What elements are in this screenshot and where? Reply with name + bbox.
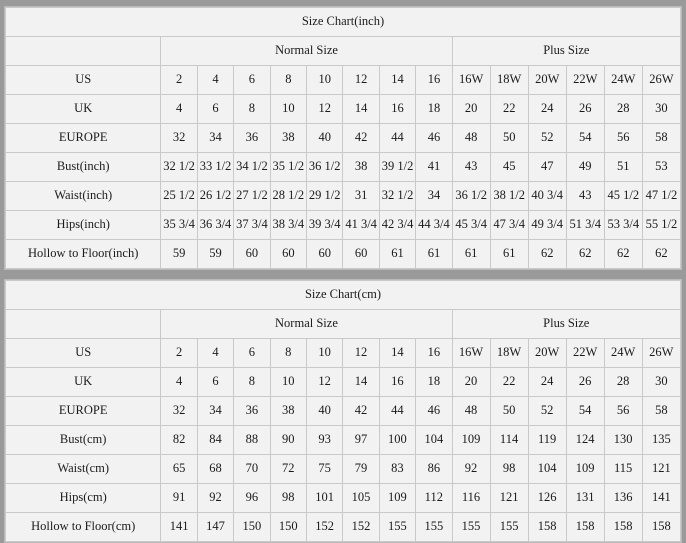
cell: 26W (642, 339, 680, 368)
cell: 12 (306, 368, 342, 397)
cell: 43 (452, 153, 490, 182)
corner-cell (6, 310, 161, 339)
cell: 26 (566, 368, 604, 397)
table-row (6, 484, 681, 513)
cell: 116 (452, 484, 490, 513)
table-row (6, 513, 681, 542)
cell: 45 1/2 (604, 182, 642, 211)
cell: 56 (604, 397, 642, 426)
cell: 75 (306, 455, 342, 484)
cell: 61 (416, 240, 452, 269)
cell: 93 (306, 426, 342, 455)
cell: 38 1/2 (490, 182, 528, 211)
cell: 53 3/4 (604, 211, 642, 240)
cell: 105 (343, 484, 379, 513)
cell: 29 1/2 (307, 182, 343, 211)
cell: 58 (642, 124, 680, 153)
cell: 109 (566, 455, 604, 484)
cell: 155 (490, 513, 528, 542)
size-chart-inch-block (4, 6, 682, 270)
size-chart-inch-table (5, 7, 681, 269)
cell: 101 (306, 484, 342, 513)
cell: 16W (452, 66, 490, 95)
cell: 6 (234, 339, 270, 368)
cell: 32 (161, 124, 197, 153)
cell: 16 (379, 368, 415, 397)
cell: 38 (270, 124, 306, 153)
cell: 96 (234, 484, 270, 513)
cell: 59 (197, 240, 233, 269)
table-row (6, 66, 681, 95)
cell: 38 3/4 (270, 211, 306, 240)
cell: 83 (379, 455, 415, 484)
cell: 49 (566, 153, 604, 182)
cell: 39 3/4 (307, 211, 343, 240)
table-row (6, 368, 681, 397)
chart-title-row (6, 8, 681, 37)
cell: 32 (161, 397, 197, 426)
cell: 40 3/4 (528, 182, 566, 211)
cell: 8 (234, 95, 270, 124)
row-label-europe: EUROPE (6, 397, 161, 426)
cell: 135 (642, 426, 680, 455)
row-label-hollow-to-floor: Hollow to Floor(inch) (6, 240, 161, 269)
cell: 24W (604, 66, 642, 95)
group-normal-size: Normal Size (161, 37, 452, 66)
row-label-uk: UK (6, 368, 161, 397)
cell: 12 (343, 339, 379, 368)
cell: 36 3/4 (197, 211, 233, 240)
cell: 92 (197, 484, 233, 513)
group-plus-size: Plus Size (452, 310, 680, 339)
cell: 136 (604, 484, 642, 513)
cell: 52 (528, 124, 566, 153)
cell: 150 (270, 513, 306, 542)
size-chart-cm-table (5, 280, 681, 542)
cell: 65 (161, 455, 197, 484)
row-label-bust: Bust(inch) (6, 153, 161, 182)
cell: 35 1/2 (270, 153, 306, 182)
cell: 158 (566, 513, 604, 542)
cell: 22 (490, 95, 528, 124)
cell: 26 (566, 95, 604, 124)
cell: 18W (490, 339, 528, 368)
cell: 124 (566, 426, 604, 455)
cell: 131 (566, 484, 604, 513)
cell: 70 (234, 455, 270, 484)
row-label-us: US (6, 339, 161, 368)
cell: 60 (234, 240, 270, 269)
cell: 34 (197, 124, 233, 153)
row-label-hollow-to-floor: Hollow to Floor(cm) (6, 513, 161, 542)
cell: 8 (270, 66, 306, 95)
cell: 24 (528, 95, 566, 124)
cell: 119 (528, 426, 566, 455)
cell: 44 (379, 397, 415, 426)
cell: 12 (343, 66, 379, 95)
cell: 36 (234, 124, 270, 153)
cell: 25 1/2 (161, 182, 197, 211)
cell: 6 (197, 95, 233, 124)
cell: 147 (197, 513, 233, 542)
table-row (6, 240, 681, 269)
cell: 26 1/2 (197, 182, 233, 211)
chart-title-row (6, 281, 681, 310)
cell: 141 (161, 513, 197, 542)
cell: 121 (642, 455, 680, 484)
row-label-hips: Hips(inch) (6, 211, 161, 240)
table-row (6, 426, 681, 455)
cell: 41 (416, 153, 452, 182)
cell: 28 (604, 368, 642, 397)
cell: 62 (604, 240, 642, 269)
cell: 20W (528, 66, 566, 95)
cell: 72 (270, 455, 306, 484)
cell: 152 (306, 513, 342, 542)
table-row (6, 211, 681, 240)
cell: 2 (161, 66, 197, 95)
cell: 18W (490, 66, 528, 95)
cell: 104 (416, 426, 452, 455)
cell: 4 (161, 95, 197, 124)
cell: 28 (604, 95, 642, 124)
cell: 141 (642, 484, 680, 513)
cell: 40 (307, 124, 343, 153)
cell: 84 (197, 426, 233, 455)
cell: 42 3/4 (379, 211, 415, 240)
cell: 41 3/4 (343, 211, 379, 240)
cell: 46 (416, 397, 452, 426)
cell: 155 (452, 513, 490, 542)
cell: 158 (528, 513, 566, 542)
cell: 86 (416, 455, 452, 484)
cell: 50 (490, 124, 528, 153)
cell: 48 (452, 397, 490, 426)
cell: 98 (490, 455, 528, 484)
group-plus-size: Plus Size (452, 37, 680, 66)
table-row (6, 455, 681, 484)
cell: 39 1/2 (379, 153, 415, 182)
cell: 158 (604, 513, 642, 542)
cell: 6 (197, 368, 233, 397)
group-normal-size: Normal Size (161, 310, 452, 339)
cell: 55 1/2 (642, 211, 680, 240)
cell: 4 (197, 66, 233, 95)
cell: 22 (490, 368, 528, 397)
cell: 48 (452, 124, 490, 153)
cell: 24 (528, 368, 566, 397)
cell: 20 (452, 368, 490, 397)
cell: 91 (161, 484, 197, 513)
cell: 62 (528, 240, 566, 269)
cell: 22W (566, 339, 604, 368)
row-label-us: US (6, 66, 161, 95)
cell: 14 (379, 339, 415, 368)
cell: 37 3/4 (234, 211, 270, 240)
cell: 98 (270, 484, 306, 513)
row-label-bust: Bust(cm) (6, 426, 161, 455)
table-row (6, 153, 681, 182)
cell: 4 (197, 339, 233, 368)
cell: 121 (490, 484, 528, 513)
cell: 47 (528, 153, 566, 182)
cell: 88 (234, 426, 270, 455)
cell: 38 (270, 397, 306, 426)
cell: 34 (416, 182, 452, 211)
row-label-europe: EUROPE (6, 124, 161, 153)
cell: 152 (343, 513, 379, 542)
cell: 150 (234, 513, 270, 542)
cell: 155 (416, 513, 452, 542)
cell: 36 (234, 397, 270, 426)
cell: 16 (416, 66, 452, 95)
cell: 14 (379, 66, 415, 95)
cell: 58 (642, 397, 680, 426)
cell: 62 (566, 240, 604, 269)
cell: 32 1/2 (379, 182, 415, 211)
cell: 43 (566, 182, 604, 211)
cell: 35 3/4 (161, 211, 197, 240)
cell: 34 1/2 (234, 153, 270, 182)
cell: 56 (604, 124, 642, 153)
cell: 97 (343, 426, 379, 455)
cell: 130 (604, 426, 642, 455)
size-chart-cm-block (4, 279, 682, 543)
table-row (6, 95, 681, 124)
cell: 40 (306, 397, 342, 426)
corner-cell (6, 37, 161, 66)
chart-title: Size Chart(inch) (6, 8, 681, 37)
cell: 90 (270, 426, 306, 455)
cell: 47 1/2 (642, 182, 680, 211)
cell: 61 (379, 240, 415, 269)
cell: 46 (416, 124, 452, 153)
cell: 52 (528, 397, 566, 426)
cell: 112 (416, 484, 452, 513)
cell: 38 (343, 153, 379, 182)
table-row (6, 397, 681, 426)
cell: 61 (452, 240, 490, 269)
table-row (6, 182, 681, 211)
cell: 12 (307, 95, 343, 124)
cell: 10 (270, 95, 306, 124)
cell: 2 (161, 339, 197, 368)
cell: 8 (270, 339, 306, 368)
cell: 114 (490, 426, 528, 455)
cell: 59 (161, 240, 197, 269)
cell: 34 (197, 397, 233, 426)
cell: 115 (604, 455, 642, 484)
cell: 42 (343, 124, 379, 153)
cell: 62 (642, 240, 680, 269)
cell: 47 3/4 (490, 211, 528, 240)
chart-group-row (6, 37, 681, 66)
cell: 36 1/2 (307, 153, 343, 182)
cell: 53 (642, 153, 680, 182)
cell: 51 (604, 153, 642, 182)
table-row (6, 124, 681, 153)
cell: 33 1/2 (197, 153, 233, 182)
row-label-hips: Hips(cm) (6, 484, 161, 513)
cell: 158 (642, 513, 680, 542)
cell: 45 (490, 153, 528, 182)
cell: 109 (379, 484, 415, 513)
cell: 27 1/2 (234, 182, 270, 211)
cell: 14 (343, 95, 379, 124)
cell: 60 (343, 240, 379, 269)
cell: 24W (604, 339, 642, 368)
table-row (6, 339, 681, 368)
chart-group-row (6, 310, 681, 339)
row-label-uk: UK (6, 95, 161, 124)
cell: 50 (490, 397, 528, 426)
cell: 109 (452, 426, 490, 455)
cell: 104 (528, 455, 566, 484)
cell: 16W (452, 339, 490, 368)
cell: 10 (306, 339, 342, 368)
cell: 68 (197, 455, 233, 484)
cell: 10 (307, 66, 343, 95)
cell: 60 (307, 240, 343, 269)
cell: 42 (343, 397, 379, 426)
cell: 126 (528, 484, 566, 513)
cell: 10 (270, 368, 306, 397)
cell: 4 (161, 368, 197, 397)
cell: 18 (416, 95, 452, 124)
cell: 20W (528, 339, 566, 368)
cell: 28 1/2 (270, 182, 306, 211)
cell: 45 3/4 (452, 211, 490, 240)
cell: 79 (343, 455, 379, 484)
cell: 54 (566, 397, 604, 426)
cell: 155 (379, 513, 415, 542)
cell: 16 (416, 339, 452, 368)
cell: 30 (642, 368, 680, 397)
row-label-waist: Waist(cm) (6, 455, 161, 484)
chart-title: Size Chart(cm) (6, 281, 681, 310)
cell: 44 3/4 (416, 211, 452, 240)
cell: 16 (379, 95, 415, 124)
cell: 30 (642, 95, 680, 124)
cell: 20 (452, 95, 490, 124)
cell: 6 (234, 66, 270, 95)
cell: 14 (343, 368, 379, 397)
cell: 49 3/4 (528, 211, 566, 240)
cell: 44 (379, 124, 415, 153)
cell: 100 (379, 426, 415, 455)
cell: 31 (343, 182, 379, 211)
cell: 36 1/2 (452, 182, 490, 211)
cell: 18 (416, 368, 452, 397)
cell: 26W (642, 66, 680, 95)
cell: 92 (452, 455, 490, 484)
cell: 54 (566, 124, 604, 153)
cell: 8 (234, 368, 270, 397)
cell: 22W (566, 66, 604, 95)
cell: 60 (270, 240, 306, 269)
cell: 32 1/2 (161, 153, 197, 182)
cell: 61 (490, 240, 528, 269)
row-label-waist: Waist(inch) (6, 182, 161, 211)
cell: 82 (161, 426, 197, 455)
cell: 51 3/4 (566, 211, 604, 240)
